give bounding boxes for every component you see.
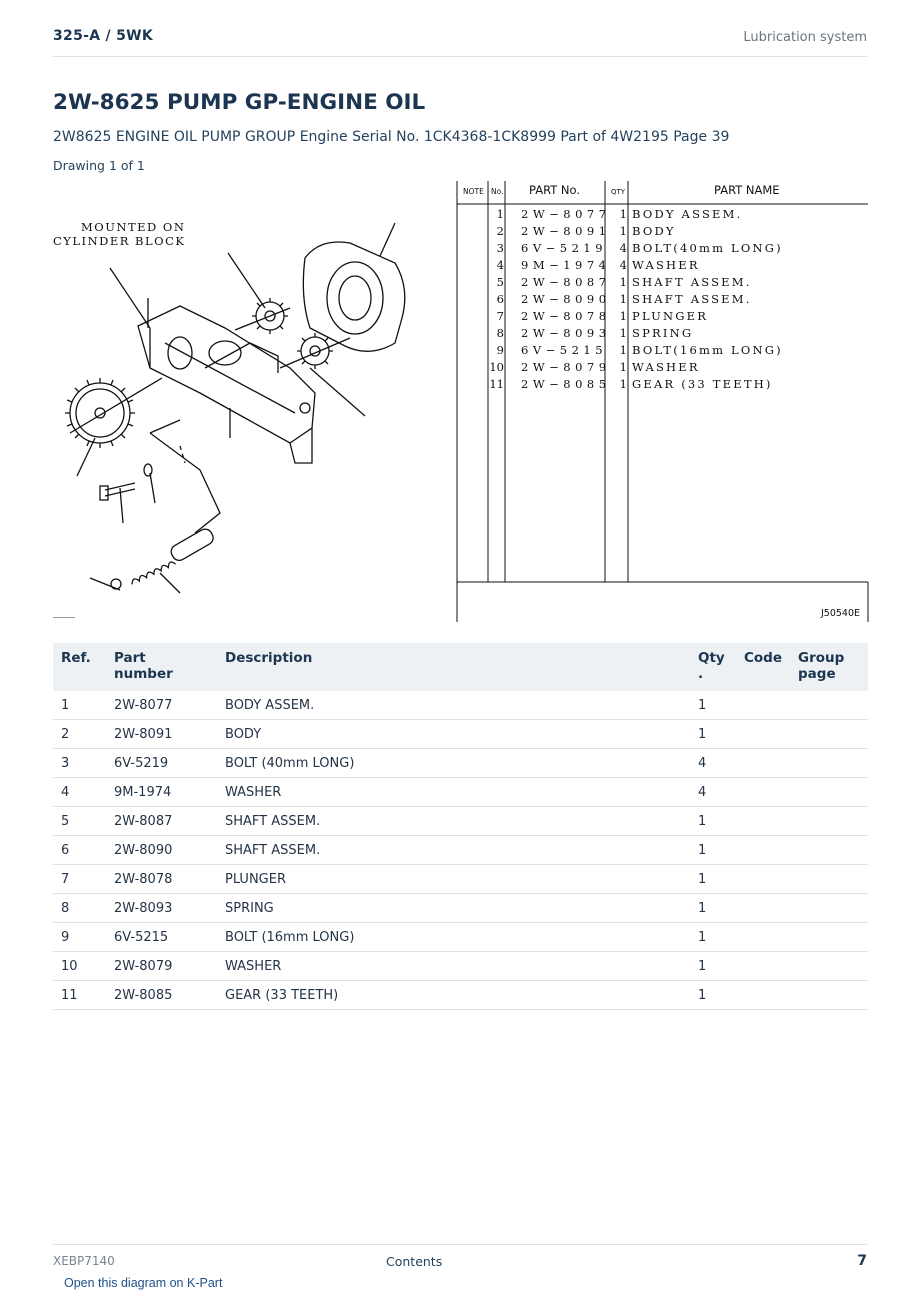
diagram-col-partname: PART NAME	[714, 183, 780, 197]
row-part-number: 2W-8077	[106, 691, 217, 720]
row-ref: 4	[53, 778, 106, 807]
diagram-row-qty: 1	[619, 275, 627, 289]
row-code	[736, 952, 790, 981]
row-description: BODY ASSEM.	[217, 691, 690, 720]
diagram-row-qty: 1	[619, 292, 627, 306]
diagram-row-no: 1	[496, 207, 504, 221]
parts-diagram[interactable]	[50, 178, 870, 628]
row-code	[736, 749, 790, 778]
row-group-page	[790, 923, 868, 952]
drawing-count: Drawing 1 of 1	[53, 158, 145, 173]
row-code	[736, 778, 790, 807]
diagram-row-no: 11	[489, 377, 504, 391]
row-ref: 5	[53, 807, 106, 836]
row-code	[736, 981, 790, 1010]
diagram-row-name: SPRING	[632, 326, 694, 340]
col-qty-header	[690, 643, 736, 691]
page-header	[53, 28, 867, 57]
col-group-page-header	[790, 643, 868, 691]
mounted-label-line1: MOUNTED ON	[81, 220, 186, 234]
table-row[interactable]	[53, 691, 868, 720]
row-code	[736, 807, 790, 836]
diagram-row-qty: 1	[619, 343, 627, 357]
diagram-row-name: GEAR (33 TEETH)	[632, 377, 773, 391]
diagram-col-partno: PART No.	[529, 183, 580, 197]
parts-list-table	[53, 643, 868, 1010]
row-part-number: 2W-8079	[106, 952, 217, 981]
diagram-row-qty: 1	[619, 207, 627, 221]
diagram-row-name: SHAFT ASSEM.	[632, 275, 752, 289]
qty-header-line2: .	[698, 666, 704, 682]
diagram-row	[497, 241, 783, 255]
row-qty: 1	[690, 720, 736, 749]
row-description: WASHER	[217, 778, 690, 807]
diagram-row-name: BOLT(16mm LONG)	[632, 343, 783, 357]
row-part-number: 2W-8090	[106, 836, 217, 865]
open-diagram-link[interactable]: Open this diagram on K-Part	[64, 1276, 223, 1290]
row-group-page	[790, 778, 868, 807]
document-id: XEBP7140	[53, 1254, 115, 1268]
col-ref-header: Ref.	[53, 643, 106, 691]
diagram-row-partno: 6V−5215	[521, 343, 608, 357]
row-description: WASHER	[217, 952, 690, 981]
row-description: BOLT (16mm LONG)	[217, 923, 690, 952]
diagram-row-no: 10	[489, 360, 504, 374]
row-ref: 9	[53, 923, 106, 952]
diagram-row	[489, 360, 699, 374]
row-group-page	[790, 691, 868, 720]
row-part-number: 6V-5215	[106, 923, 217, 952]
group-header-line2: page	[798, 666, 836, 682]
row-qty: 1	[690, 691, 736, 720]
diagram-row-partno: 2W−8085	[521, 377, 611, 391]
row-part-number: 9M-1974	[106, 778, 217, 807]
diagram-row-no: 4	[496, 258, 504, 272]
diagram-row-partno: 2W−8087	[521, 275, 611, 289]
diagram-row	[497, 207, 743, 221]
row-description: SHAFT ASSEM.	[217, 836, 690, 865]
row-group-page	[790, 981, 868, 1010]
diagram-row-name: SHAFT ASSEM.	[632, 292, 752, 306]
diagram-row-partno: 6V−5219	[521, 241, 608, 255]
row-part-number: 2W-8093	[106, 894, 217, 923]
row-ref: 2	[53, 720, 106, 749]
diagram-row-name: BOLT(40mm LONG)	[632, 241, 783, 255]
col-part-number-header: Part number	[106, 643, 217, 691]
row-part-number: 2W-8085	[106, 981, 217, 1010]
row-description: SPRING	[217, 894, 690, 923]
row-code	[736, 923, 790, 952]
row-qty: 1	[690, 952, 736, 981]
diagram-row-partno: 2W−8093	[521, 326, 611, 340]
diagram-row	[497, 224, 676, 238]
row-ref: 3	[53, 749, 106, 778]
col-description-header: Description	[217, 643, 690, 691]
diagram-row-name: WASHER	[632, 360, 700, 374]
diagram-row	[497, 258, 700, 272]
diagram-row-no: 3	[496, 241, 504, 255]
row-code	[736, 836, 790, 865]
row-description: SHAFT ASSEM.	[217, 807, 690, 836]
diagram-row	[497, 292, 752, 306]
row-group-page	[790, 749, 868, 778]
table-row[interactable]	[53, 952, 868, 981]
diagram-row-partno: 2W−8077	[521, 207, 611, 221]
table-header-row	[53, 643, 868, 691]
model-breadcrumb[interactable]: 325-A / 5WK	[53, 28, 154, 44]
mounted-label-line2: CYLINDER BLOCK	[53, 234, 186, 248]
row-part-number: 2W-8087	[106, 807, 217, 836]
table-row[interactable]	[53, 923, 868, 952]
table-row[interactable]	[53, 778, 868, 807]
diagram-row-no: 2	[496, 224, 504, 238]
row-group-page	[790, 865, 868, 894]
row-ref: 6	[53, 836, 106, 865]
section-name: Lubrication system	[743, 30, 867, 45]
page-footer	[53, 1244, 867, 1275]
row-qty: 1	[690, 923, 736, 952]
row-description: PLUNGER	[217, 865, 690, 894]
row-qty: 4	[690, 778, 736, 807]
row-qty: 1	[690, 865, 736, 894]
row-group-page	[790, 894, 868, 923]
diagram-row-no: 9	[496, 343, 504, 357]
group-header-line1: Group	[798, 650, 845, 666]
table-row[interactable]	[53, 865, 868, 894]
diagram-row-partno: 2W−8090	[521, 292, 611, 306]
contents-link[interactable]: Contents	[386, 1254, 443, 1269]
table-row[interactable]	[53, 981, 868, 1010]
row-code	[736, 865, 790, 894]
exploded-view-drawing	[53, 220, 405, 593]
qty-header-line1: Qty	[698, 650, 725, 666]
row-code	[736, 720, 790, 749]
row-part-number: 2W-8078	[106, 865, 217, 894]
row-qty: 1	[690, 836, 736, 865]
diagram-row-partno: 2W−8079	[521, 360, 611, 374]
row-ref: 1	[53, 691, 106, 720]
row-description: GEAR (33 TEETH)	[217, 981, 690, 1010]
row-code	[736, 691, 790, 720]
diagram-col-no: No.	[491, 187, 504, 196]
row-group-page	[790, 836, 868, 865]
row-group-page	[790, 807, 868, 836]
col-code-header: Code	[736, 643, 790, 691]
page-title: 2W-8625 PUMP GP-ENGINE OIL	[53, 90, 426, 115]
row-ref: 7	[53, 865, 106, 894]
row-part-number: 6V-5219	[106, 749, 217, 778]
diagram-row-qty: 4	[619, 241, 627, 255]
diagram-row-partno: 2W−8091	[521, 224, 611, 238]
row-qty: 1	[690, 981, 736, 1010]
diagram-row	[497, 326, 694, 340]
table-row[interactable]	[53, 749, 868, 778]
row-qty: 1	[690, 807, 736, 836]
diagram-row	[497, 275, 752, 289]
diagram-row	[497, 309, 708, 323]
diagram-parts-table	[457, 181, 868, 622]
diagram-row-name: PLUNGER	[632, 309, 709, 323]
row-ref: 8	[53, 894, 106, 923]
table-row[interactable]	[53, 720, 868, 749]
diagram-row-name: BODY ASSEM.	[632, 207, 743, 221]
diagram-row-qty: 4	[619, 258, 627, 272]
row-description: BOLT (40mm LONG)	[217, 749, 690, 778]
diagram-row-no: 6	[496, 292, 504, 306]
diagram-row-no: 5	[496, 275, 504, 289]
diagram-row-qty: 1	[619, 326, 627, 340]
diagram-col-note: NOTE	[463, 187, 484, 196]
drawing-code: J50540E	[821, 608, 861, 619]
row-qty: 1	[690, 894, 736, 923]
diagram-row-partno: 2W−8078	[521, 309, 611, 323]
table-row[interactable]	[53, 836, 868, 865]
table-row[interactable]	[53, 894, 868, 923]
diagram-row-no: 7	[496, 309, 504, 323]
row-qty: 4	[690, 749, 736, 778]
row-code	[736, 894, 790, 923]
row-group-page	[790, 720, 868, 749]
diagram-row-qty: 1	[619, 224, 627, 238]
table-row[interactable]	[53, 807, 868, 836]
row-ref: 11	[53, 981, 106, 1010]
diagram-underline	[53, 617, 75, 618]
diagram-row-no: 8	[496, 326, 504, 340]
diagram-row-qty: 1	[619, 377, 627, 391]
diagram-row	[489, 377, 772, 391]
group-subtitle: 2W8625 ENGINE OIL PUMP GROUP Engine Serial No. 1CK4368-1CK8999 Part of 4W2195 Page 39	[53, 129, 730, 145]
row-description: BODY	[217, 720, 690, 749]
diagram-row-qty: 1	[619, 309, 627, 323]
diagram-row-name: WASHER	[632, 258, 700, 272]
diagram-row-partno: 9M−1974	[521, 258, 611, 272]
diagram-row	[497, 343, 783, 357]
row-group-page	[790, 952, 868, 981]
row-part-number: 2W-8091	[106, 720, 217, 749]
page-number: 7	[857, 1253, 867, 1269]
diagram-row-qty: 1	[619, 360, 627, 374]
diagram-row-name: BODY	[632, 224, 676, 238]
diagram-col-qty: QTY	[611, 188, 626, 196]
row-ref: 10	[53, 952, 106, 981]
